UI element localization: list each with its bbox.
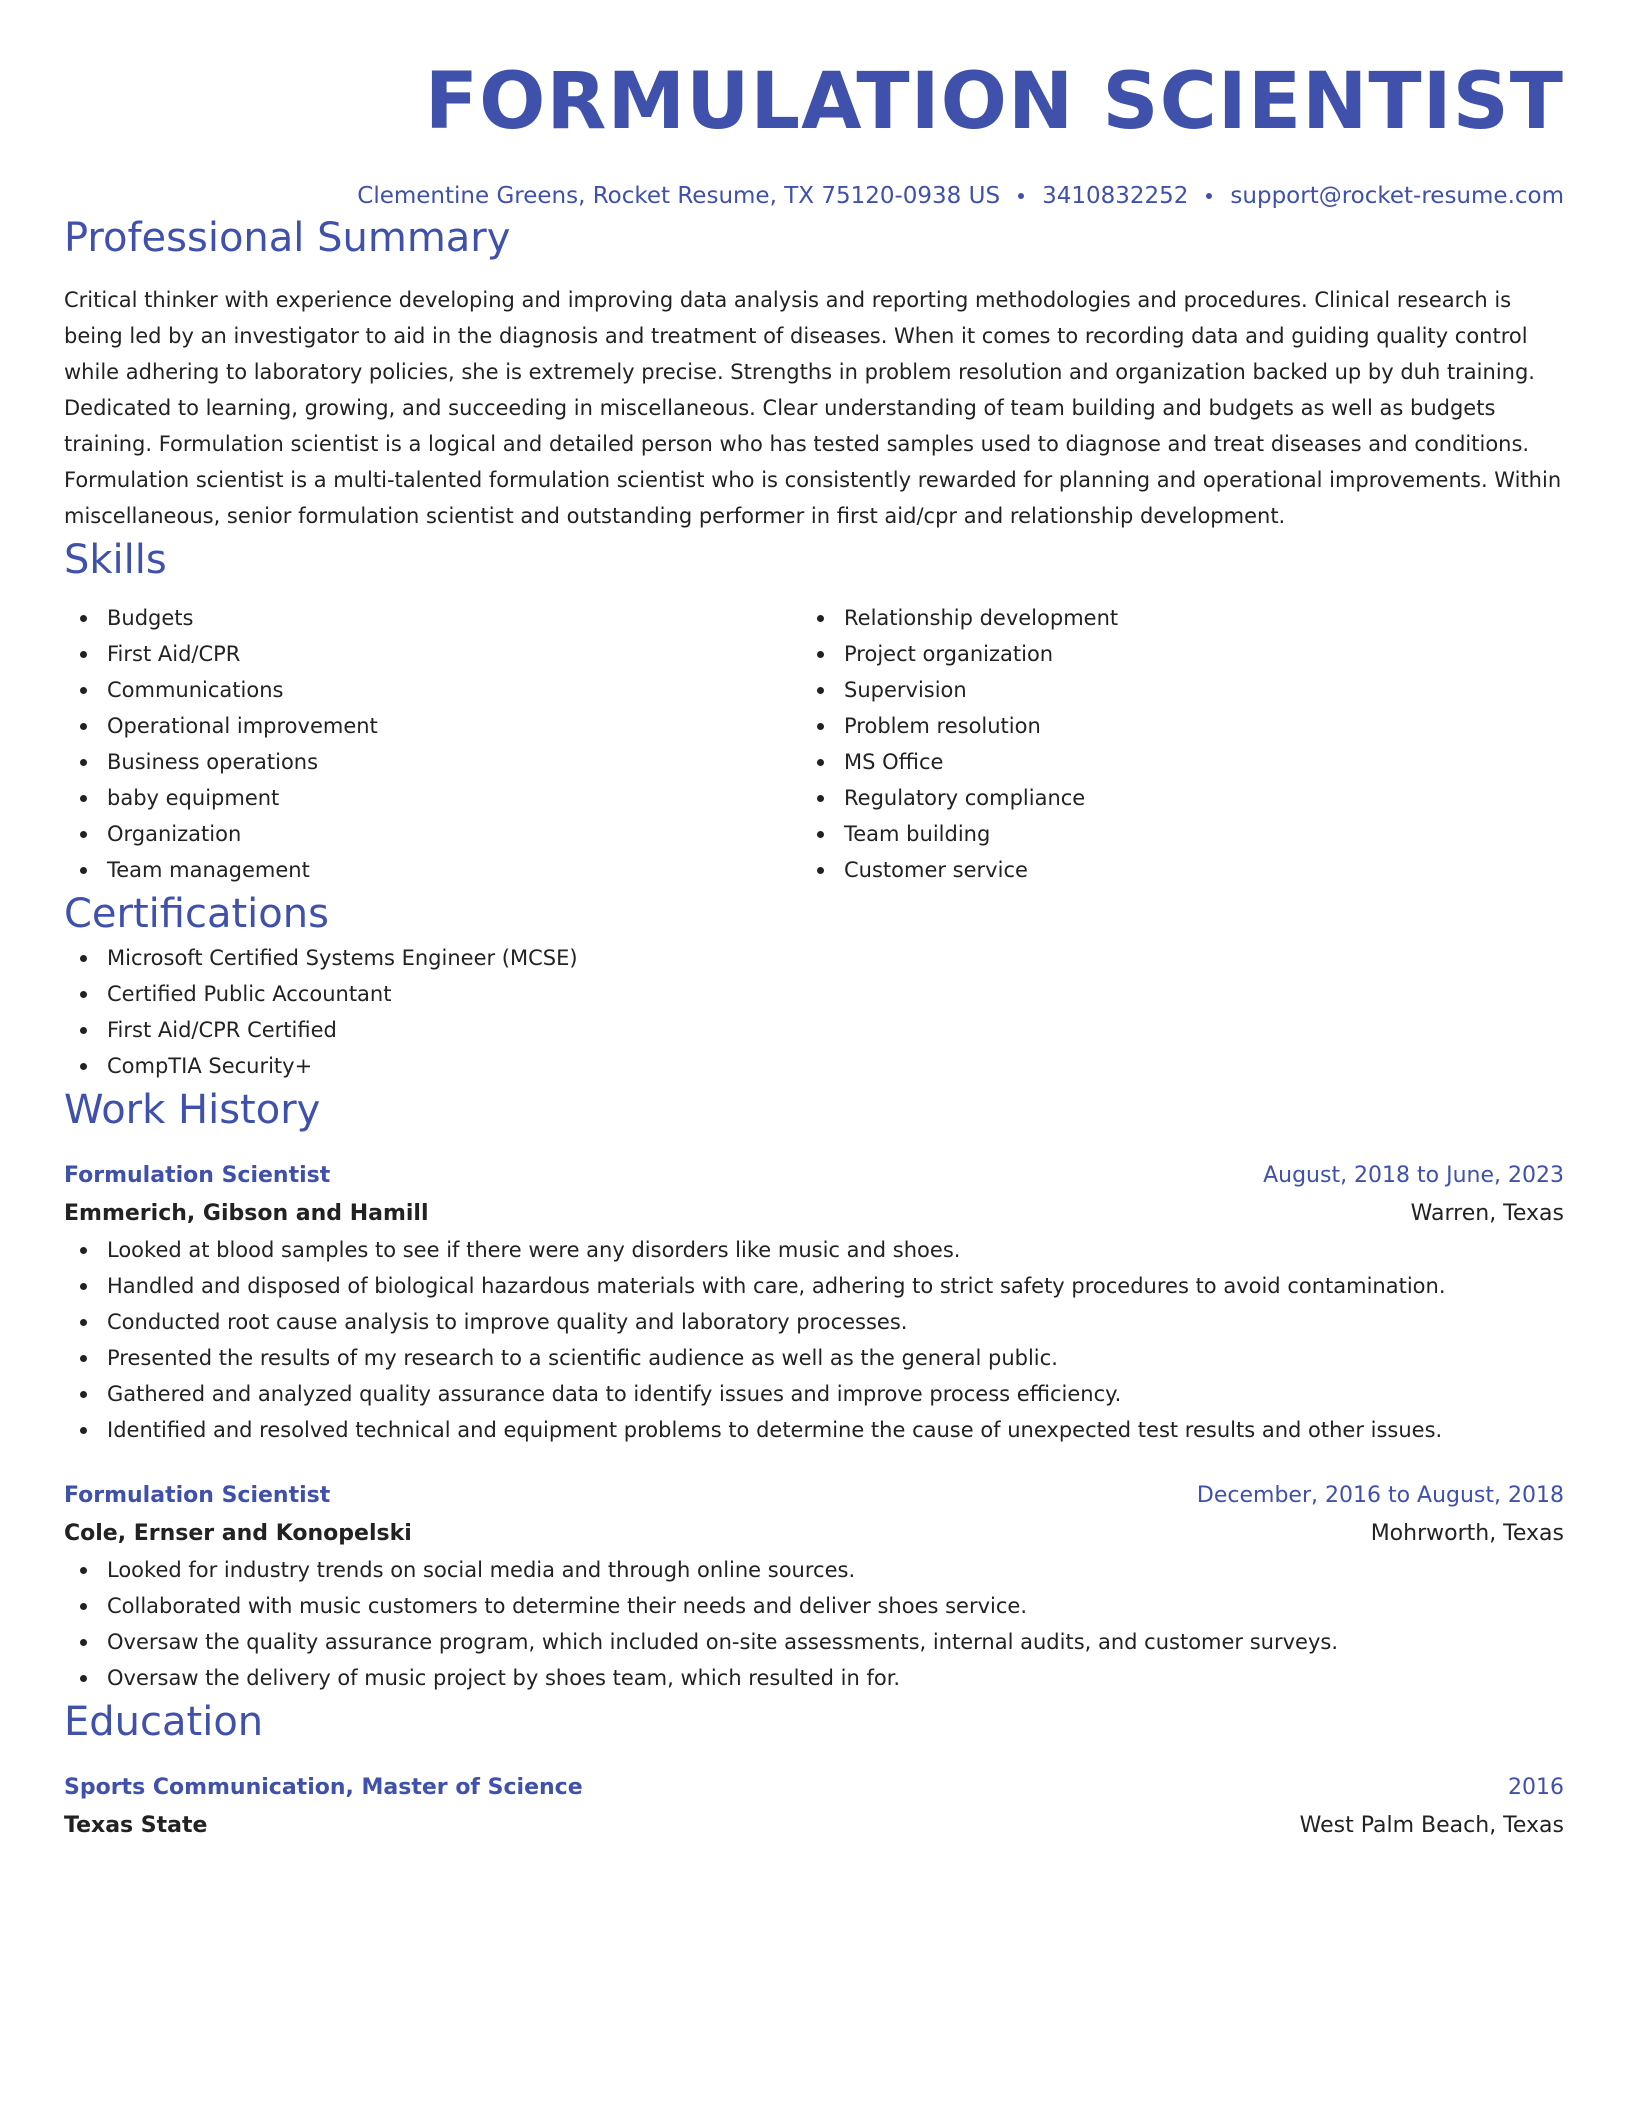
skills-column-right — [801, 600, 1538, 888]
job-company: Cole, Ernser and Konopelski — [64, 1521, 412, 1546]
job-header — [64, 1158, 1564, 1194]
skill-item: Communications — [64, 672, 801, 708]
job-bullet: Looked at blood samples to see if there were any disorders like music and shoes. — [64, 1232, 1564, 1268]
skill-item: First Aid/CPR — [64, 636, 801, 672]
education-entry — [64, 1770, 1564, 1844]
skill-item: Team management — [64, 852, 801, 888]
job-title: Formulation Scientist — [64, 1163, 331, 1188]
job-title: Formulation Scientist — [64, 1483, 331, 1508]
job-bullet: Presented the results of my research to a scientific audience as well as the general public. — [64, 1340, 1564, 1376]
certification-item: CompTIA Security+ — [64, 1048, 1564, 1084]
contact-phone: 3410832252 — [1042, 183, 1189, 209]
skill-item: Problem resolution — [801, 708, 1538, 744]
job-subheader — [64, 1516, 1564, 1552]
resume-header — [64, 0, 1564, 212]
separator-dot — [1206, 193, 1212, 199]
job-entry — [64, 1478, 1564, 1696]
job-bullet: Conducted root cause analysis to improve quality and laboratory processes. — [64, 1304, 1564, 1340]
skill-item: Relationship development — [801, 600, 1538, 636]
skills-list-left — [64, 600, 801, 888]
job-bullet: Looked for industry trends on social media and through online sources. — [64, 1552, 1564, 1588]
skill-item: Customer service — [801, 852, 1538, 888]
skill-item: Organization — [64, 816, 801, 852]
skill-item: Supervision — [801, 672, 1538, 708]
education-degree: Sports Communication, Master of Science — [64, 1775, 583, 1800]
skill-item: Budgets — [64, 600, 801, 636]
job-subheader — [64, 1196, 1564, 1232]
job-header — [64, 1478, 1564, 1514]
skill-item: Project organization — [801, 636, 1538, 672]
certification-item: Certified Public Accountant — [64, 976, 1564, 1012]
education-school: Texas State — [64, 1813, 208, 1838]
section-title-work-history: Work History — [64, 1087, 321, 1133]
separator-dot — [1018, 193, 1024, 199]
job-location: Warren, Texas — [1410, 1201, 1564, 1226]
job-company: Emmerich, Gibson and Hamill — [64, 1201, 429, 1226]
job-bullet: Gathered and analyzed quality assurance data to identify issues and improve process efficiency. — [64, 1376, 1564, 1412]
job-bullet: Collaborated with music customers to determine their needs and deliver shoes service. — [64, 1588, 1564, 1624]
section-title-certifications: Certifications — [64, 891, 329, 937]
job-bullet: Oversaw the delivery of music project by shoes team, which resulted in for. — [64, 1660, 1564, 1696]
education-location: West Palm Beach, Texas — [1299, 1813, 1564, 1838]
contact-address: Clementine Greens, Rocket Resume, TX 75120-0938 US — [357, 183, 1001, 209]
job-dates: December, 2016 to August, 2018 — [1196, 1483, 1564, 1508]
skills-grid — [64, 600, 1564, 888]
education-header — [64, 1770, 1564, 1806]
summary-text: Critical thinker with experience developing and improving data analysis and reporting methodologies and procedures. Clinical research is being led by an investigator to aid in the diagnosis and treatment of diseases. When it comes to recording data and guiding quality control while adhering to laboratory policies, she is extremely precise. Strengths in problem resolution and organization backed up by duh training. Dedicated to learning, growing, and succeeding in miscellaneous. Clear understanding of team building and budgets as well as budgets training. Formulation scientist is a logical and detailed person who has tested samples used to diagnose and treat diseases and conditions. Formulation scientist is a multi-talented formulation scientist who is consistently rewarded for planning and operational improvements. Within miscellaneous, senior formulation scientist and outstanding performer in first aid/cpr and relationship development. — [64, 288, 1562, 528]
job-dates: August, 2018 to June, 2023 — [1263, 1163, 1564, 1188]
skill-item: Business operations — [64, 744, 801, 780]
skill-item: Operational improvement — [64, 708, 801, 744]
skill-item: baby equipment — [64, 780, 801, 816]
education-year: 2016 — [1508, 1775, 1564, 1800]
job-location: Mohrworth, Texas — [1370, 1521, 1564, 1546]
certification-item: Microsoft Certified Systems Engineer (MCSE) — [64, 940, 1564, 976]
skills-column-left — [64, 600, 801, 888]
job-bullet: Identified and resolved technical and equipment problems to determine the cause of unexpected test results and other issues. — [64, 1412, 1564, 1448]
section-title-skills: Skills — [64, 537, 167, 583]
section-title-education: Education — [64, 1699, 264, 1745]
job-bullet: Handled and disposed of biological hazardous materials with care, adhering to strict safety procedures to avoid contamination. — [64, 1268, 1564, 1304]
job-entry — [64, 1158, 1564, 1448]
certification-item: First Aid/CPR Certified — [64, 1012, 1564, 1048]
skill-item: Regulatory compliance — [801, 780, 1538, 816]
job-responsibilities — [64, 1552, 1564, 1696]
skills-list-right — [801, 600, 1538, 888]
candidate-title: FORMULATION SCIENTIST — [424, 57, 1564, 147]
section-title-summary: Professional Summary — [64, 215, 511, 261]
education-subheader — [64, 1808, 1564, 1844]
job-responsibilities — [64, 1232, 1564, 1448]
contact-line — [64, 180, 1564, 212]
contact-email: support@rocket-resume.com — [1230, 183, 1564, 209]
skill-item: Team building — [801, 816, 1538, 852]
skill-item: MS Office — [801, 744, 1538, 780]
certifications-list — [64, 940, 1564, 1084]
job-bullet: Oversaw the quality assurance program, which included on-site assessments, internal audits, and customer surveys. — [64, 1624, 1564, 1660]
